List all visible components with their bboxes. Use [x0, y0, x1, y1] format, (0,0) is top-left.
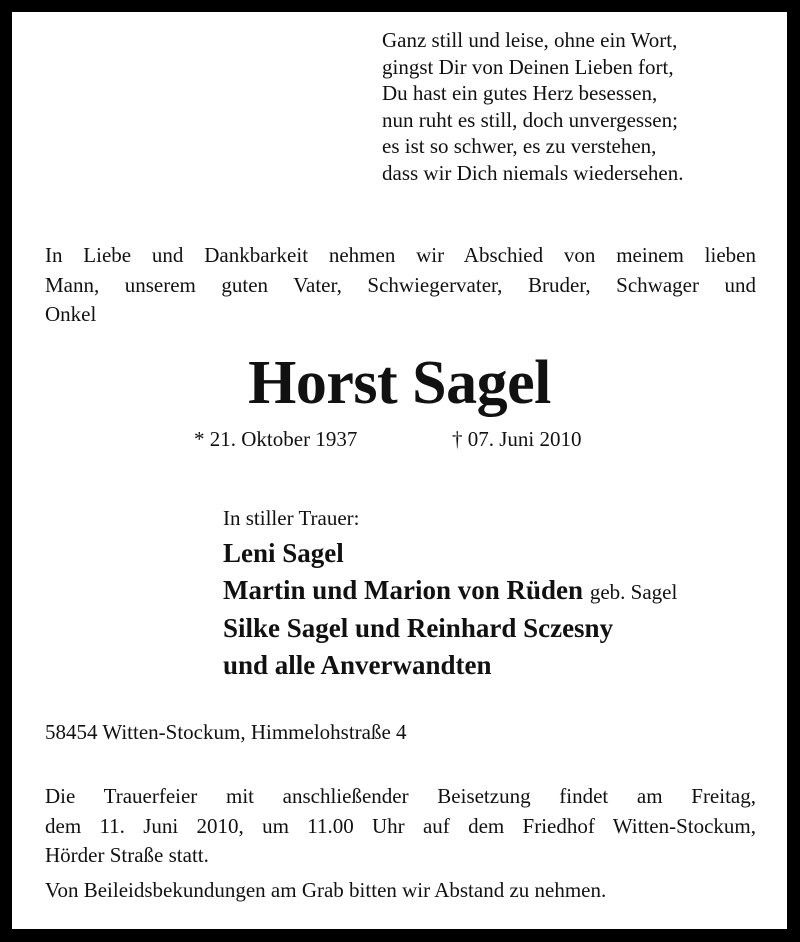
- mourners-list: [223, 535, 677, 683]
- funeral-line: dem 11. Juni 2010, um 11.00 Uhr auf dem Friedhof Witten-Stockum,: [45, 813, 756, 838]
- funeral-details: [45, 782, 756, 871]
- mourner-entry: [223, 610, 677, 647]
- mourner-name: Leni Sagel: [223, 538, 344, 568]
- poem-line: es ist so schwer, es zu verstehen,: [382, 134, 657, 158]
- funeral-line: Hörder Straße statt.: [45, 843, 209, 867]
- mourner-entry: [223, 572, 677, 611]
- obituary-notice: [12, 12, 787, 929]
- deceased-name: Horst Sagel: [248, 349, 551, 417]
- intro-paragraph: [45, 241, 756, 330]
- mourner-name: und alle Anverwandten: [223, 649, 492, 680]
- family-address: 58454 Witten-Stockum, Himmelohstraße 4: [45, 720, 407, 744]
- poem-line: Ganz still und leise, ohne ein Wort,: [382, 28, 678, 52]
- intro-line: Mann, unserem guten Vater, Schwiegervater, Bruder, Schwager und: [45, 272, 756, 297]
- condolence-note: Von Beileidsbekundungen am Grab bitten wir Abstand zu nehmen.: [45, 878, 607, 902]
- mourner-name: Martin und Marion von Rüden: [223, 574, 584, 605]
- intro-line: In Liebe und Dankbarkeit nehmen wir Abschied von meinem lieben: [45, 243, 756, 267]
- poem-line: nun ruht es still, doch unvergessen;: [382, 107, 678, 132]
- death-date: † 07. Juni 2010: [452, 427, 582, 451]
- mourner-entry: [223, 647, 677, 684]
- poem-line: gingst Dir von Deinen Lieben fort,: [382, 54, 674, 79]
- intro-line: Onkel: [45, 302, 97, 326]
- mourner-entry: [223, 535, 677, 572]
- mourning-label: In stiller Trauer:: [223, 506, 360, 530]
- funeral-line: Die Trauerfeier mit anschließender Beisetzung findet am Freitag,: [45, 784, 756, 808]
- mourner-name: Silke Sagel und Reinhard Sczesny: [223, 613, 614, 643]
- poem-line: dass wir Dich niemals wiedersehen.: [382, 160, 684, 185]
- mourner-note: geb. Sagel: [589, 579, 678, 604]
- birth-date: * 21. Oktober 1937: [194, 427, 358, 451]
- poem: [382, 27, 684, 186]
- poem-line: Du hast ein gutes Herz besessen,: [382, 81, 658, 105]
